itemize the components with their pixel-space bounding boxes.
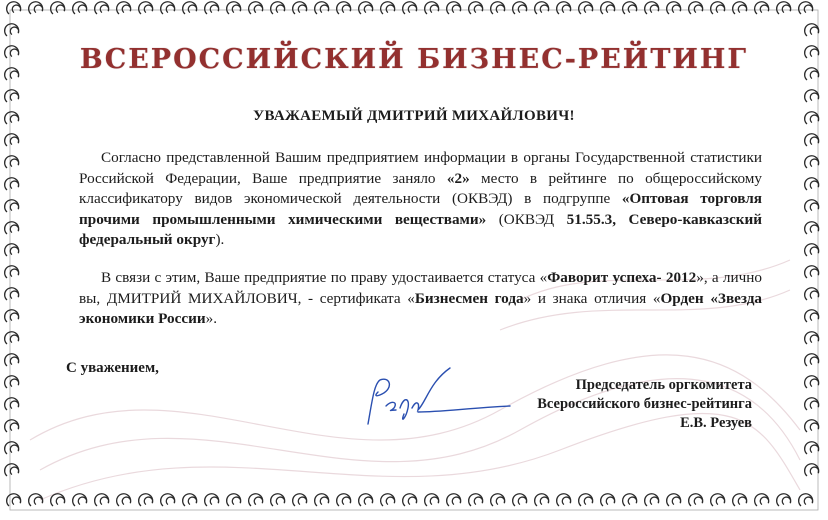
border-swirl xyxy=(117,2,131,14)
certificate-name: Бизнесмен года xyxy=(414,289,524,307)
border-swirl xyxy=(733,2,747,14)
border-swirl xyxy=(667,494,681,506)
paragraph-award: В связи с этим, Ваше предприятие по праву удостаивается статуса «Фаворит успеха- 2012», а лично вы, ДМИТРИЙ МИХАЙЛОВИЧ, - сертификата «Бизнесмен года» и знака отличия «Орден «Звезда экономики России». xyxy=(79,269,762,328)
border-swirl xyxy=(805,398,819,410)
border-swirl xyxy=(7,2,21,14)
border-swirl xyxy=(535,494,549,506)
border-swirl xyxy=(755,2,769,14)
border-swirl xyxy=(249,494,263,506)
page-title: ВСЕРОССИЙСКИЙ БИЗНЕС-РЕЙТИНГ xyxy=(79,44,749,75)
border-swirl xyxy=(601,2,615,14)
border-swirl xyxy=(601,494,615,506)
border-swirl xyxy=(381,494,395,506)
signer-title: Председатель оргкомитета xyxy=(575,377,752,393)
salutation: УВАЖАЕМЫЙ ДМИТРИЙ МИХАЙЛОВИЧ! xyxy=(253,108,575,124)
border-swirl xyxy=(755,494,769,506)
border-swirl xyxy=(557,2,571,14)
border-swirl xyxy=(403,494,417,506)
border-swirl xyxy=(805,266,819,278)
border-swirl xyxy=(805,90,819,102)
signature xyxy=(360,362,520,442)
border-swirl xyxy=(205,494,219,506)
border-swirl xyxy=(51,494,65,506)
signer-name: Е.В. Резуев xyxy=(680,415,752,431)
border-swirl xyxy=(337,2,351,14)
border-swirl xyxy=(535,2,549,14)
border-swirl xyxy=(5,420,19,432)
border-swirl xyxy=(315,2,329,14)
border-swirl xyxy=(805,420,819,432)
border-swirl xyxy=(805,310,819,322)
border-swirl xyxy=(491,2,505,14)
border-swirl xyxy=(447,2,461,14)
border-swirl xyxy=(425,494,439,506)
border-swirl xyxy=(5,376,19,388)
border-swirl xyxy=(469,494,483,506)
border-swirl xyxy=(183,494,197,506)
border-swirl xyxy=(7,494,21,506)
border-swirl xyxy=(5,464,19,476)
subgroup-name: «Оптовая торговля прочими промышленными химическими веществами» xyxy=(79,190,762,228)
border-swirl xyxy=(777,2,791,14)
border-swirl xyxy=(117,494,131,506)
border-swirl xyxy=(205,2,219,14)
order-name: Орден «Звезда экономики России xyxy=(79,289,762,328)
border-swirl xyxy=(805,354,819,366)
border-swirl xyxy=(5,200,19,212)
border-swirl xyxy=(227,494,241,506)
border-swirl xyxy=(5,354,19,366)
border-swirl xyxy=(557,494,571,506)
border-swirl xyxy=(5,310,19,322)
border-swirl xyxy=(161,494,175,506)
border-swirl xyxy=(711,494,725,506)
border-swirl xyxy=(805,442,819,454)
border-swirl xyxy=(403,2,417,14)
border-swirl xyxy=(5,398,19,410)
border-swirl xyxy=(447,494,461,506)
border-swirl xyxy=(469,2,483,14)
border-swirl xyxy=(805,332,819,344)
border-swirl xyxy=(805,156,819,168)
border-swirl xyxy=(777,494,791,506)
border-swirl xyxy=(5,244,19,256)
status-name: Фаворит успеха- 2012 xyxy=(547,269,697,286)
border-swirl xyxy=(5,288,19,300)
border-swirl xyxy=(805,24,819,36)
border-swirl xyxy=(805,178,819,190)
border-swirl xyxy=(5,134,19,146)
border-swirl xyxy=(315,494,329,506)
border-swirl xyxy=(5,266,19,278)
border-swirl xyxy=(227,2,241,14)
border-swirl xyxy=(95,494,109,506)
border-swirl xyxy=(805,288,819,300)
border-swirl xyxy=(579,494,593,506)
signer-organization: Всероссийского бизнес-рейтинга xyxy=(537,396,752,412)
border-swirl xyxy=(805,464,819,476)
border-swirl xyxy=(183,2,197,14)
border-swirl xyxy=(5,222,19,234)
border-swirl xyxy=(805,244,819,256)
border-swirl xyxy=(271,2,285,14)
border-swirl xyxy=(381,2,395,14)
border-swirl xyxy=(805,222,819,234)
border-swirl xyxy=(5,24,19,36)
signer-block xyxy=(537,376,752,433)
border-swirl xyxy=(645,494,659,506)
border-swirl xyxy=(711,2,725,14)
place-value: «2» xyxy=(446,169,470,187)
border-swirl xyxy=(293,494,307,506)
border-swirl xyxy=(5,178,19,190)
border-swirl xyxy=(491,494,505,506)
border-swirl xyxy=(51,2,65,14)
border-swirl xyxy=(805,134,819,146)
border-swirl xyxy=(29,2,43,14)
border-swirl xyxy=(161,2,175,14)
border-swirl xyxy=(579,2,593,14)
border-swirl xyxy=(5,156,19,168)
border-swirl xyxy=(513,494,527,506)
border-swirl xyxy=(689,494,703,506)
border-swirl xyxy=(359,494,373,506)
border-swirl xyxy=(271,494,285,506)
border-swirl xyxy=(425,2,439,14)
regards: С уважением, xyxy=(66,360,159,376)
border-swirl xyxy=(5,90,19,102)
border-swirl xyxy=(337,494,351,506)
paragraph-ranking: Согласно представленной Вашим предприятием информации в органы Государственной статистики Российской Федерации, Ваше предприятие заняло «2» место в рейтинге по общероссийскому классификатору видов экономической деятельности (ОКВЭД) в подгруппе «Оптовая торговля прочими промышленными химическими веществами» (ОКВЭД 51.55.3, Северо-кавказский федеральный округ). xyxy=(79,149,762,249)
border-swirl xyxy=(139,2,153,14)
border-swirl xyxy=(95,2,109,14)
border-swirl xyxy=(689,2,703,14)
border-swirl xyxy=(799,494,813,506)
border-swirl xyxy=(249,2,263,14)
border-swirl xyxy=(645,2,659,14)
border-swirl xyxy=(5,332,19,344)
border-swirl xyxy=(139,494,153,506)
border-swirl xyxy=(623,2,637,14)
border-swirl xyxy=(799,2,813,14)
border-swirl xyxy=(805,200,819,212)
border-swirl xyxy=(5,442,19,454)
border-swirl xyxy=(733,494,747,506)
border-swirl xyxy=(359,2,373,14)
border-swirl xyxy=(623,494,637,506)
border-swirl xyxy=(667,2,681,14)
border-swirl xyxy=(805,376,819,388)
border-swirl xyxy=(293,2,307,14)
border-swirl xyxy=(513,2,527,14)
okved-code: 51.55.3, Северо-кавказский федеральный округ xyxy=(79,210,762,249)
border-swirl xyxy=(29,494,43,506)
border-swirl xyxy=(73,494,87,506)
border-swirl xyxy=(73,2,87,14)
